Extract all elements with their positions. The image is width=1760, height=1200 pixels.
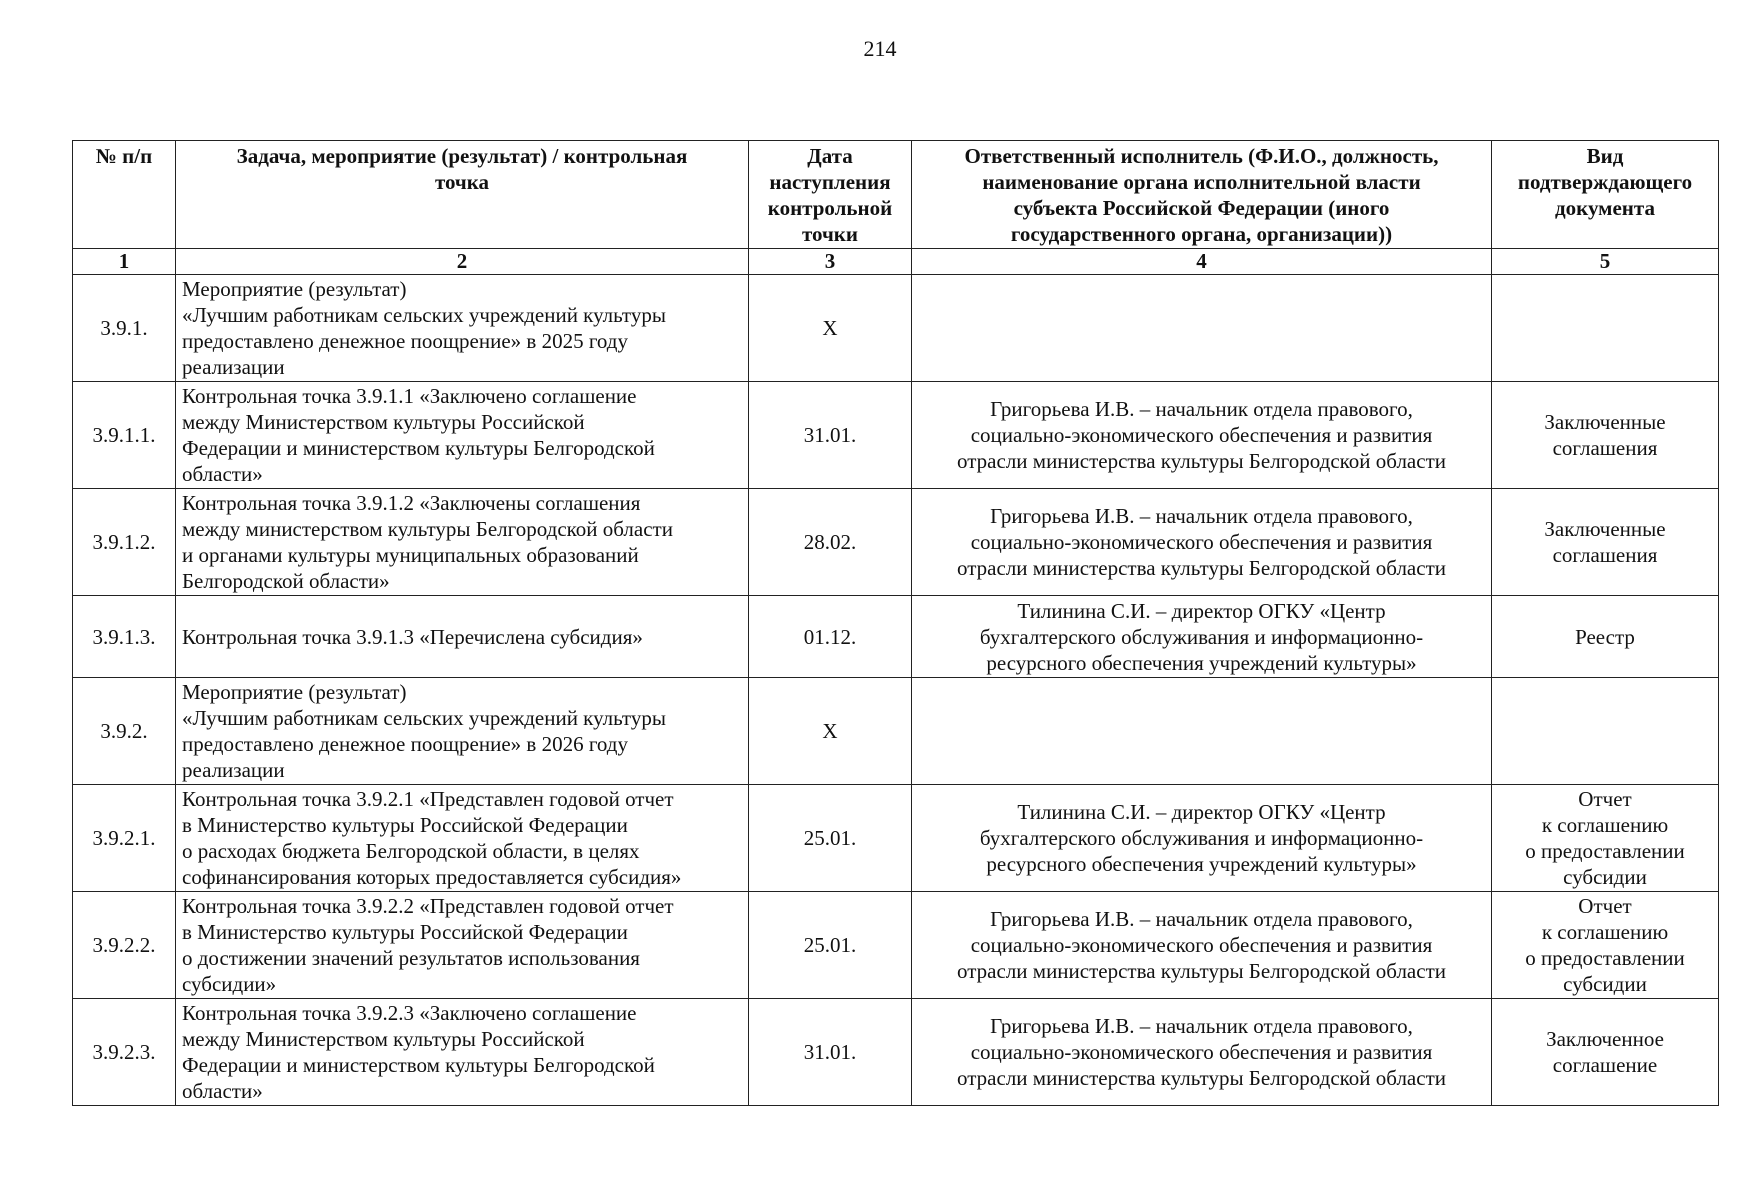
header-document: Вид подтверждающего документа xyxy=(1492,141,1719,249)
responsible-cell: Григорьева И.В. – начальник отдела правового, социально-экономического обеспечения и развития отрасли министерства культуры Белгородской области xyxy=(912,489,1492,596)
date-cell: 31.01. xyxy=(749,999,912,1106)
row-number: 3.9.1.2. xyxy=(73,489,176,596)
header-task: Задача, мероприятие (результат) / контрольная точка xyxy=(176,141,749,249)
date-cell: Х xyxy=(749,678,912,785)
document-cell: Отчет к соглашению о предоставлении субсидии xyxy=(1492,785,1719,892)
table-row xyxy=(73,382,1719,489)
task-cell: Контрольная точка 3.9.1.2 «Заключены соглашения между министерством культуры Белгородской области и органами культуры муниципальных образований Белгородской области» xyxy=(176,489,749,596)
responsible-cell: Тилинина С.И. – директор ОГКУ «Центр бухгалтерского обслуживания и информационно- ресурсного обеспечения учреждений культуры» xyxy=(912,596,1492,678)
date-cell: 25.01. xyxy=(749,785,912,892)
table-row xyxy=(73,892,1719,999)
document-cell: Отчет к соглашению о предоставлении субсидии xyxy=(1492,892,1719,999)
table-header-row xyxy=(73,141,1719,249)
date-cell: 25.01. xyxy=(749,892,912,999)
table-row xyxy=(73,678,1719,785)
task-cell: Мероприятие (результат) «Лучшим работникам сельских учреждений культуры предоставлено денежное поощрение» в 2025 году реализации xyxy=(176,275,749,382)
row-number: 3.9.2. xyxy=(73,678,176,785)
row-number: 3.9.1. xyxy=(73,275,176,382)
column-number-row xyxy=(73,249,1719,275)
column-number: 5 xyxy=(1492,249,1719,275)
column-number: 4 xyxy=(912,249,1492,275)
task-cell: Контрольная точка 3.9.2.3 «Заключено соглашение между Министерством культуры Российской Федерации и министерством культуры Белгородской области» xyxy=(176,999,749,1106)
header-number: № п/п xyxy=(73,141,176,249)
table-row xyxy=(73,785,1719,892)
responsible-cell: Григорьева И.В. – начальник отдела правового, социально-экономического обеспечения и развития отрасли министерства культуры Белгородской области xyxy=(912,999,1492,1106)
document-cell xyxy=(1492,678,1719,785)
date-cell: 01.12. xyxy=(749,596,912,678)
responsible-cell: Тилинина С.И. – директор ОГКУ «Центр бухгалтерского обслуживания и информационно- ресурсного обеспечения учреждений культуры» xyxy=(912,785,1492,892)
column-number: 2 xyxy=(176,249,749,275)
document-cell: Заключенное соглашение xyxy=(1492,999,1719,1106)
row-number: 3.9.2.1. xyxy=(73,785,176,892)
table-row xyxy=(73,999,1719,1106)
date-cell: Х xyxy=(749,275,912,382)
document-cell xyxy=(1492,275,1719,382)
document-cell: Реестр xyxy=(1492,596,1719,678)
control-points-table xyxy=(72,140,1719,1106)
document-cell: Заключенные соглашения xyxy=(1492,489,1719,596)
page-number: 214 xyxy=(863,36,897,61)
row-number: 3.9.1.3. xyxy=(73,596,176,678)
header-responsible: Ответственный исполнитель (Ф.И.О., должность, наименование органа исполнительной власти субъекта Российской Федерации (иного государственного органа, организации)) xyxy=(912,141,1492,249)
row-number: 3.9.2.3. xyxy=(73,999,176,1106)
task-cell: Контрольная точка 3.9.1.3 «Перечислена субсидия» xyxy=(176,596,749,678)
header-date: Дата наступления контрольной точки xyxy=(749,141,912,249)
task-cell: Контрольная точка 3.9.2.1 «Представлен годовой отчет в Министерство культуры Российской Федерации о расходах бюджета Белгородской области, в целях софинансирования которых предоставляется субсидия» xyxy=(176,785,749,892)
task-cell: Контрольная точка 3.9.2.2 «Представлен годовой отчет в Министерство культуры Российской Федерации о достижении значений результатов использования субсидии» xyxy=(176,892,749,999)
responsible-cell xyxy=(912,678,1492,785)
table-row xyxy=(73,275,1719,382)
responsible-cell: Григорьева И.В. – начальник отдела правового, социально-экономического обеспечения и развития отрасли министерства культуры Белгородской области xyxy=(912,382,1492,489)
document-cell: Заключенные соглашения xyxy=(1492,382,1719,489)
responsible-cell xyxy=(912,275,1492,382)
date-cell: 31.01. xyxy=(749,382,912,489)
column-number: 3 xyxy=(749,249,912,275)
table-row xyxy=(73,596,1719,678)
task-cell: Контрольная точка 3.9.1.1 «Заключено соглашение между Министерством культуры Российской Федерации и министерством культуры Белгородской области» xyxy=(176,382,749,489)
row-number: 3.9.2.2. xyxy=(73,892,176,999)
responsible-cell: Григорьева И.В. – начальник отдела правового, социально-экономического обеспечения и развития отрасли министерства культуры Белгородской области xyxy=(912,892,1492,999)
column-number: 1 xyxy=(73,249,176,275)
task-cell: Мероприятие (результат) «Лучшим работникам сельских учреждений культуры предоставлено денежное поощрение» в 2026 году реализации xyxy=(176,678,749,785)
date-cell: 28.02. xyxy=(749,489,912,596)
row-number: 3.9.1.1. xyxy=(73,382,176,489)
table-row xyxy=(73,489,1719,596)
